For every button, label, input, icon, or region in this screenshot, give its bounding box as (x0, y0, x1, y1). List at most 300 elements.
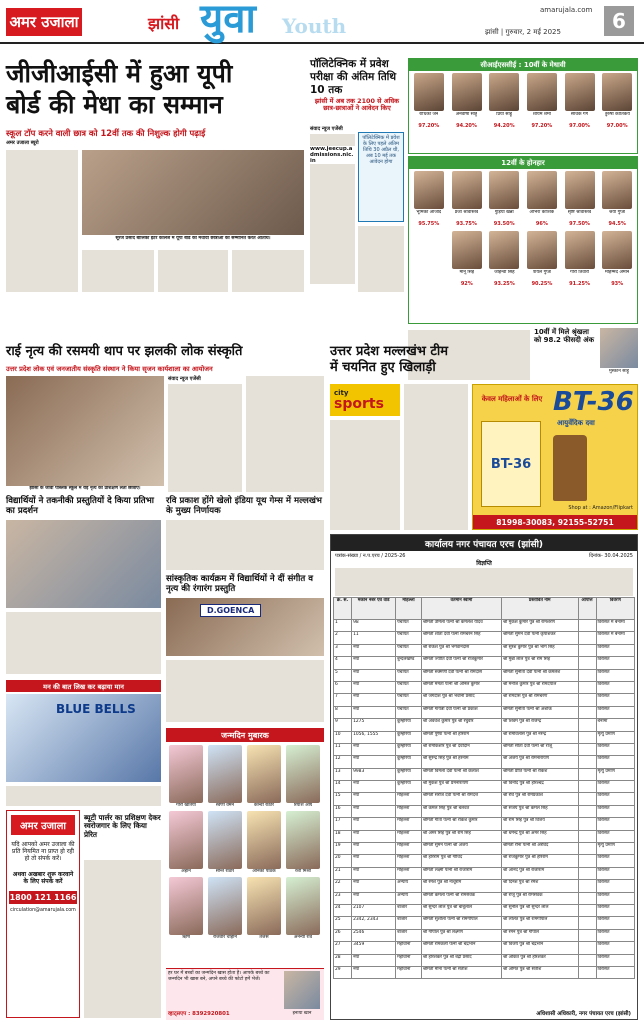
poly-callout-text: पॉलिटेक्निक में प्रवेश के लिए पहले अंतिम तिथि 30 अप्रैल थी, अब 10 मई तक आवेदन होगा (362, 135, 400, 165)
table-cell: 26 (334, 929, 352, 941)
city-sports-city: city (334, 389, 349, 397)
student-photo (414, 171, 444, 209)
birthday-photo (286, 811, 320, 869)
birthday-photo (208, 745, 242, 803)
student-score: 97.00% (569, 123, 590, 129)
table-row (334, 743, 635, 755)
table-cell: श्री रामदास पुत्र श्री रामचरण (501, 694, 578, 706)
table-cell: मोहल्ला (396, 867, 422, 879)
table-cell: 1056, 1555 (352, 731, 396, 743)
rai-byline: संवाद न्यूज एजेंसी (168, 376, 201, 382)
table-cell: श्रीमती गीता पत्नी श्री राकेश कुमार (421, 818, 501, 830)
subscription-email[interactable]: circulation@amarujala.com (10, 907, 76, 913)
notice-ref: पत्रांक-संख्या / न.प.एरच / 2025-26 (335, 553, 406, 559)
table-cell: विरासत (596, 880, 635, 892)
student-photo (452, 73, 482, 111)
table-cell: विरासत (596, 669, 635, 681)
table-cell: बुन्देलखण्ड (396, 657, 422, 669)
poly-byline: संवाद न्यूज एजेंसी (310, 126, 343, 132)
table-cell (578, 830, 596, 842)
main-headline-line2: बोर्ड की मेधा का सम्मान (6, 90, 223, 119)
student-card (562, 73, 598, 129)
table-row (334, 843, 635, 855)
subscription-phone[interactable]: 1800 121 1166 (9, 892, 77, 902)
table-cell: श्री शिवम पुत्र श्री राजेन्द्र (501, 719, 578, 731)
table-row (334, 830, 635, 842)
table-cell: 5 (334, 669, 352, 681)
birthday-card (168, 877, 204, 941)
table-cell: श्री राकेश पुत्र श्री भगवानदास (421, 644, 501, 656)
table-cell: श्री अवधेश कुमार पुत्र श्री रघुवीर (421, 719, 501, 731)
table-cell: 2546 (352, 929, 396, 941)
bt36-top-label: केवल महिलाओं के लिए (481, 395, 543, 403)
table-cell (578, 917, 596, 929)
table-cell: मृत्यु प्रमाण (596, 768, 635, 780)
table-cell: पंचायत (396, 644, 422, 656)
student-score: 94.5% (608, 221, 626, 227)
table-cell: नया (352, 793, 396, 805)
table-cell (578, 793, 596, 805)
student-photo (414, 73, 444, 111)
birthday-photo (286, 745, 320, 803)
student-card (486, 73, 522, 129)
table-cell: नया (352, 781, 396, 793)
table-cell: श्रीमती उर्मिला पत्नी श्री कमलेश यादव (421, 620, 501, 632)
table-cell: कुम्हेरिया (396, 743, 422, 755)
main-byline: अमर उजाला ब्यूरो (6, 140, 39, 146)
table-cell: 2342, 2343 (352, 917, 396, 929)
birthday-baby-caption: इनाया खान (292, 1011, 312, 1016)
student-card (411, 171, 447, 227)
cbse12-panel (408, 156, 638, 324)
table-cell: श्रीमती विमला देवी पत्नी श्री कैलाश (421, 768, 501, 780)
birthday-card (285, 811, 321, 875)
table-cell: महोवाना (396, 942, 422, 954)
table-cell: श्रीमती सरोज देवी पत्नी श्री रामदत्त (421, 793, 501, 805)
blue-bells-photo (6, 694, 161, 782)
table-row (334, 818, 635, 830)
bt36-ad (472, 384, 638, 530)
table-cell: श्रीमती प्रीति पत्नी श्री राकेश (501, 768, 578, 780)
table-row (334, 681, 635, 693)
mallakhamb-body-col1 (330, 420, 400, 530)
table-cell: नया (352, 954, 396, 966)
notice-table-header: क्र. सं. (334, 598, 352, 620)
table-cell (578, 843, 596, 855)
birthday-photo (169, 811, 203, 869)
table-cell: 98 (352, 620, 396, 632)
notice-table-header: आपत्ति (578, 598, 596, 620)
student-name: गौरी तिवारी (570, 270, 590, 275)
table-cell: श्रीमती लक्ष्मी पत्नी श्री राजाराम (421, 867, 501, 879)
table-cell (578, 867, 596, 879)
student-photo (527, 73, 557, 111)
culture-headline: सांस्कृतिक कार्यक्रम में विद्यार्थियों ने दीं संगीत व नृत्य की रंगारंग प्रस्तुति (166, 574, 314, 595)
table-cell: श्री सुन्दर लाल पुत्र श्री बाबूलाल (421, 904, 501, 916)
student-card (411, 73, 447, 129)
table-cell: श्रीमती ममता पत्नी श्री अनिल कुमार (421, 681, 501, 693)
table-cell: श्री राम सिंह पुत्र श्री विजय (501, 818, 578, 830)
table-cell: नया (352, 681, 396, 693)
table-cell: 18 (334, 830, 352, 842)
main-headline (6, 58, 301, 120)
table-cell (578, 942, 596, 954)
table-cell: नया (352, 644, 396, 656)
sidebar-story-photo (600, 328, 638, 368)
birthday-card (285, 745, 321, 809)
table-cell (578, 756, 596, 768)
cbse12-student-row-1 (409, 169, 637, 229)
subscription-cta: अथवा अखबार शुरू करवाने के लिए संपर्क करें (12, 870, 74, 885)
student-score: 96% (535, 221, 548, 227)
notice-heading: विज्ञप्ति (476, 560, 492, 567)
table-row (334, 706, 635, 718)
table-cell: विरासत (596, 917, 635, 929)
table-cell: महोवाना (396, 966, 422, 978)
table-cell (578, 632, 596, 644)
table-cell (578, 966, 596, 978)
table-cell: 28 (334, 954, 352, 966)
table-cell: 10 (334, 731, 352, 743)
student-photo (602, 73, 632, 111)
table-cell: 24 (334, 904, 352, 916)
site-url: amarujala.com (540, 6, 593, 14)
student-photo (527, 171, 557, 209)
science-body (6, 612, 161, 674)
student-card (562, 231, 598, 287)
table-cell: श्रीमती शांता देवी पत्नी रामचरन सिंह (421, 632, 501, 644)
table-cell: श्रीमती सुनीता पत्नी श्री अशोक (501, 706, 578, 718)
table-cell (578, 855, 596, 867)
table-row (334, 805, 635, 817)
student-photo (602, 231, 632, 269)
student-score: 90.25% (531, 281, 553, 287)
table-cell: नया (352, 743, 396, 755)
table-cell: श्री सुरेन्द्र सिंह पुत्र श्री हरनाम (421, 756, 501, 768)
rai-subhead: उत्तर प्रदेश लोक एवं जनजातीय संस्कृति संस्थान ने किया सृजन कार्यशाला का आयोजन (6, 365, 213, 373)
student-photo (489, 73, 519, 111)
bt36-sub: आयुर्वेदिक दवा (557, 419, 595, 427)
mallakhamb-headline-line2: में चयनित हुए खिलाड़ी (330, 360, 436, 375)
table-row (334, 917, 635, 929)
table-cell: विरासत (596, 694, 635, 706)
table-cell (578, 929, 596, 941)
notice-table (333, 597, 635, 979)
table-cell: विरासत (596, 830, 635, 842)
student-name: सृष्टि श्रीवास्तव (567, 210, 592, 215)
table-cell: 23 (334, 892, 352, 904)
table-cell: नया (352, 855, 396, 867)
student-name: राधिका जैन (419, 112, 439, 117)
student-score: 97.00% (606, 123, 628, 129)
table-cell: 3 (334, 644, 352, 656)
table-cell: मृत्यु प्रमाण (596, 843, 635, 855)
table-row (334, 892, 635, 904)
table-cell (578, 743, 596, 755)
subscription-text: यदि आपको अमर उजाला की प्रति नियमित ना प्राप्त हो रही हो तो संपर्क करें। (11, 841, 75, 863)
birthday-photo (247, 877, 281, 935)
notice-table-header: विवरण (596, 598, 635, 620)
date-line: झांसी | गुरुवार, 2 मई 2025 (485, 28, 561, 36)
table-cell (578, 706, 596, 718)
table-cell: कुम्हेरिया (396, 768, 422, 780)
student-photo (565, 73, 595, 111)
student-score: 94.20% (493, 123, 515, 129)
culture-banner: D.GOENCA (200, 604, 261, 617)
table-cell: मृत्यु प्रमाण (596, 731, 635, 743)
main-story-body-col1 (6, 150, 78, 292)
table-cell: 25 (334, 917, 352, 929)
table-row (334, 954, 635, 966)
birthday-name: सन्ति राठौर (215, 869, 235, 874)
table-row (334, 781, 635, 793)
table-cell: श्री अजय पुत्र श्री रामनारायण (501, 756, 578, 768)
table-cell: नया (352, 830, 396, 842)
table-cell: श्री अंकित पुत्र श्री हरिशंकर (501, 954, 578, 966)
table-cell: श्री हरिशंकर पुत्र श्री बद्री प्रसाद (421, 954, 501, 966)
table-cell: विरासत (596, 929, 635, 941)
table-cell: विरासत (596, 892, 635, 904)
rai-headline: राई नृत्य की रसमयी थाप पर झलकी लोक संस्कृति (6, 344, 243, 359)
birthday-name: स्वर्णा वर्मन (215, 803, 235, 808)
table-cell: अन्याय (396, 892, 422, 904)
table-cell: नया (352, 805, 396, 817)
birthday-name: राजवीर चौहान (213, 935, 237, 940)
table-cell (578, 954, 596, 966)
table-cell: विरासत (596, 706, 635, 718)
student-name: तुरुषा कार्तिकेय (604, 112, 630, 117)
table-cell: 4 (334, 657, 352, 669)
table-cell: पंचायत (396, 669, 422, 681)
table-cell (578, 805, 596, 817)
birthday-name: रशी मिश्रा (294, 869, 312, 874)
subscription-box (6, 810, 80, 1018)
student-name: मोहम्मद अमान (604, 270, 630, 275)
main-subhead: स्कूल टॉप करने वाली छात्र को 12वीं तक की निशुल्क होगी पढ़ाई (6, 128, 206, 138)
cbse10-panel (408, 58, 638, 154)
blue-bells-body (6, 786, 161, 806)
birthday-baby-photo (284, 971, 320, 1009)
table-cell: 20 (334, 855, 352, 867)
table-cell: बाजार (396, 904, 422, 916)
table-cell: श्री मुकेश कुमार पुत्र श्री रामशरण (501, 620, 578, 632)
city-sports-logo (330, 384, 400, 416)
student-card (524, 171, 560, 227)
table-cell: श्री दिनेश पुत्र श्री रमेश (501, 880, 578, 892)
student-card (449, 73, 485, 129)
mallakhamb-headline-line1: उत्तर प्रदेश मल्लखंभ टीम (330, 344, 449, 359)
table-cell: नया (352, 892, 396, 904)
student-card (487, 231, 523, 287)
student-card (599, 171, 635, 227)
bt36-shop: Shop at : Amazon/Flipkart (568, 505, 633, 511)
table-cell: 2 (334, 632, 352, 644)
table-cell: 2107 (352, 904, 396, 916)
notice-table-header: मोहल्ला (396, 598, 422, 620)
student-score: 93.25% (493, 281, 515, 287)
table-cell: श्रीमती सुमन देवी पत्नी कृपाशंकर (501, 632, 578, 644)
notice-table-header: प्रस्तावित नाम (501, 598, 578, 620)
table-cell: 1275 (352, 719, 396, 731)
sidebar-story-headline: 10वीं में मिले श्रृंखला को 98.2 फीसदी अंक (534, 328, 594, 345)
table-cell: श्री अमर सिंह पुत्र श्री राम सिंह (421, 830, 501, 842)
table-cell (578, 904, 596, 916)
table-cell: मोहल्ला (396, 793, 422, 805)
table-cell: पंचायत (396, 681, 422, 693)
page-number: 6 (604, 6, 634, 36)
table-cell: नया (352, 867, 396, 879)
table-cell: विरासत (596, 644, 635, 656)
student-score: 91.25% (569, 281, 590, 287)
student-name: मीनू सिंह (459, 270, 475, 275)
table-cell: नया (352, 880, 396, 892)
birthday-name: ऋषि (182, 935, 190, 940)
student-score: 93% (611, 281, 624, 287)
table-cell: 1 (334, 620, 352, 632)
main-headline-line1: जीजीआईसी में हुआ यूपी (6, 59, 233, 88)
table-cell: 29 (334, 966, 352, 978)
student-photo (452, 171, 482, 209)
table-cell: महोवाना (396, 954, 422, 966)
student-name: पायल गुप्ता (532, 270, 552, 275)
table-cell: मोहल्ला (396, 843, 422, 855)
student-score: 92% (460, 281, 473, 287)
table-cell: श्री जगदीश पुत्र श्री भवानी प्रसाद (421, 694, 501, 706)
student-name: शौर्यम शर्मा (532, 112, 551, 117)
table-row (334, 694, 635, 706)
table-cell: 11 (352, 632, 396, 644)
table-cell: कुम्हेरिया (396, 781, 422, 793)
table-cell: श्रीमती कमला पत्नी श्री रामसेवक (421, 892, 501, 904)
table-cell: नया (352, 657, 396, 669)
student-photo (489, 231, 519, 269)
student-name: जाहन्वी सिंह (494, 270, 515, 275)
table-cell: श्री मुकेश पुत्र श्री प्रेमनारायण (421, 781, 501, 793)
table-cell: श्रीमती रीना पत्नी श्री अरविंद (501, 843, 578, 855)
birthday-card (168, 745, 204, 809)
table-row (334, 966, 635, 978)
table-cell: श्री विनोद पुत्र श्री हरिश्चंद्र (501, 781, 578, 793)
birthday-name: अनिका पाठक (252, 869, 276, 874)
birthday-name: तेजस (259, 935, 269, 940)
mallakhamb-body-col2 (404, 384, 468, 530)
beauty-body (84, 860, 161, 1018)
student-score: 93.75% (456, 221, 477, 227)
table-cell (578, 731, 596, 743)
table-cell (578, 818, 596, 830)
bt36-phone: 81998-30083, 92155-52751 (473, 515, 637, 529)
table-cell: 8 (334, 706, 352, 718)
table-cell: 27 (334, 942, 352, 954)
table-cell: श्रीमती सीता देवी पत्नी श्री राजू (501, 743, 578, 755)
table-row (334, 669, 635, 681)
blue-bells-title: मन की बात लिख कर बढ़ाया मान (6, 680, 161, 692)
cbse12-student-row-2 (409, 229, 637, 289)
birthday-whatsapp[interactable]: व्हाट्सएप : 8392920801 (168, 1011, 230, 1017)
table-cell: बैनामा (596, 719, 635, 731)
notice-table-header: वर्तमान स्वामी (421, 598, 501, 620)
birthday-photo (169, 877, 203, 935)
table-cell: श्री ललित पुत्र श्री रामगोपाल (501, 917, 578, 929)
birthday-card (285, 877, 321, 941)
table-cell: श्री सुनील पुत्र श्री सुन्दर लाल (501, 904, 578, 916)
table-cell: विरासत (596, 954, 635, 966)
bt36-pack-label: BT-36 (490, 456, 532, 472)
table-cell: 22 (334, 880, 352, 892)
student-name: अभिरा कौशिक (529, 210, 555, 215)
bt36-pack (481, 421, 541, 507)
table-cell: नया (352, 756, 396, 768)
table-cell: श्रीमती सुमन पत्नी श्री अजय (421, 843, 501, 855)
table-cell: पंचायत (396, 694, 422, 706)
student-card (449, 171, 485, 227)
table-cell: कुम्हेरिया (396, 731, 422, 743)
table-cell (578, 768, 596, 780)
table-cell: 9 (334, 719, 352, 731)
table-cell: 11 (334, 743, 352, 755)
birthday-photo (208, 877, 242, 935)
student-name: श्रेया गुप्ता (609, 210, 626, 215)
student-name: प्रजा श्रीवास्तव (454, 210, 479, 215)
table-cell: श्रीमती सुशीला पत्नी श्री रामगोपाल (421, 917, 501, 929)
table-cell: श्री मनोज कुमार पुत्र श्री रामदयाल (501, 681, 578, 693)
table-row (334, 904, 635, 916)
notice-title: कार्यालय नगर पंचायत एरच (झांसी) (331, 535, 637, 551)
table-cell (578, 669, 596, 681)
main-story-body-col3 (158, 250, 228, 292)
student-score: 97.20% (531, 123, 553, 129)
birthday-title: जन्मदिन मुबारक (166, 728, 324, 742)
table-row (334, 929, 635, 941)
table-cell (578, 694, 596, 706)
table-cell: 19 (334, 843, 352, 855)
table-cell: श्री हरिराम पुत्र श्री गोविंद (421, 855, 501, 867)
notice-date: दिनांक- 30.04.2025 (589, 553, 633, 559)
mallakhamb-headline (330, 344, 530, 376)
table-cell: नया (352, 706, 396, 718)
notice-intro (335, 568, 633, 596)
table-cell: नया (352, 669, 396, 681)
table-row (334, 644, 635, 656)
birthday-photo (286, 877, 320, 935)
birthday-name: कान्वी राठौर (253, 803, 275, 808)
student-name: प्रिया साहू (496, 112, 513, 117)
birthday-photo (208, 811, 242, 869)
table-cell: 9983 (352, 768, 396, 780)
table-cell: श्री रामकिशोर पुत्र श्री देवीदीन (421, 743, 501, 755)
table-cell: श्री रामविलास पुत्र श्री नरेन्द्र (501, 731, 578, 743)
newspaper-logo: अमर उजाला (6, 8, 82, 36)
student-score: 95.75% (418, 221, 440, 227)
table-cell: कुम्हेरिया (396, 719, 422, 731)
birthday-card (207, 745, 243, 809)
table-cell: मोहल्ला (396, 855, 422, 867)
science-photo (6, 520, 161, 608)
table-cell: विरासत (596, 818, 635, 830)
table-cell: विरासत (596, 805, 635, 817)
table-cell: विरासत (596, 756, 635, 768)
table-cell: विरासत (596, 966, 635, 978)
student-score: 94.20% (456, 123, 477, 129)
table-cell: श्री मुन्ना लाल पुत्र श्री राम सिंह (501, 657, 578, 669)
table-cell (578, 620, 596, 632)
table-row (334, 793, 635, 805)
table-cell: विरासत (596, 781, 635, 793)
notice-table-header: मकान नंबर एवं वार्ड (352, 598, 396, 620)
blue-bells-banner-text: BLUE BELLS (56, 702, 136, 716)
table-cell: श्री राजकुमार पुत्र श्री हरिराम (501, 855, 578, 867)
student-card (524, 73, 560, 129)
